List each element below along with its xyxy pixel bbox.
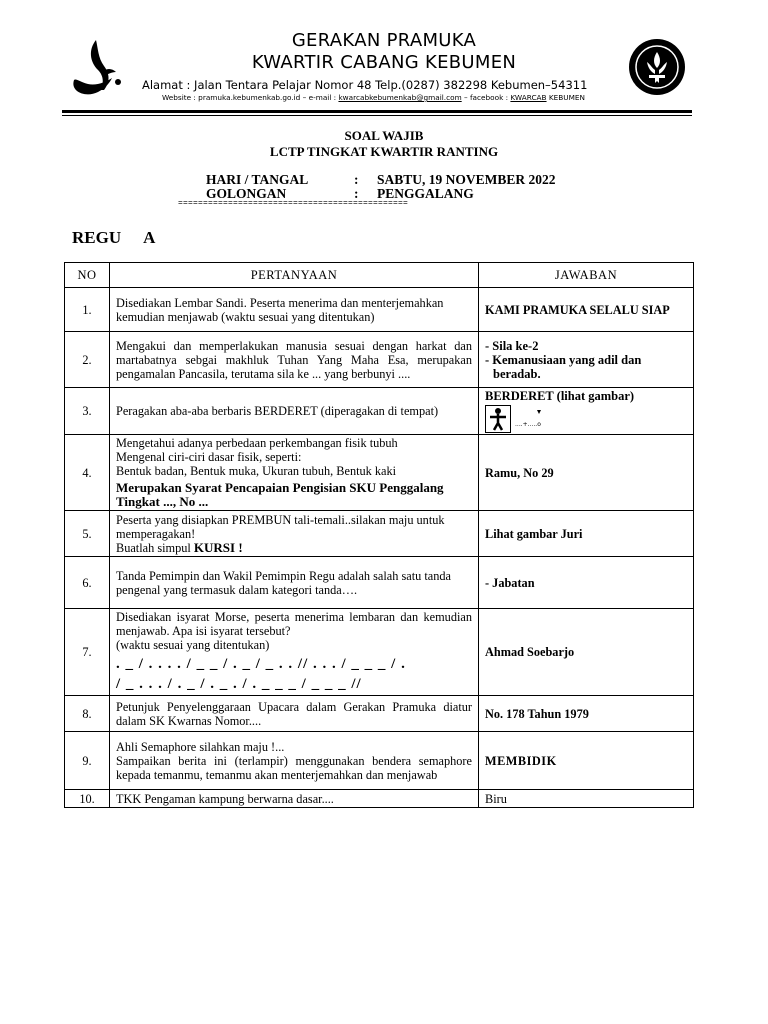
question-line: Mengetahui adanya perbedaan perkembangan fisik tubuh	[116, 436, 398, 450]
answer-text: BERDERET (lihat gambar)	[485, 389, 635, 403]
table-row	[65, 790, 694, 808]
answer-line: - Sila ke-2	[485, 338, 539, 353]
question-cell: Disediakan Lembar Sandi. Peserta menerima dan menterjemahkan kemudian menjawab (waktu sesuai yang ditentukan)	[110, 288, 479, 332]
table-row	[65, 288, 694, 332]
row-number: 7.	[65, 609, 110, 696]
answer-line: - Kemanusiaan yang adil dan	[485, 352, 642, 367]
facebook-suffix: KEBUMEN	[546, 93, 585, 102]
question-cell	[110, 511, 479, 557]
group-label: GOLONGAN	[206, 186, 287, 201]
question-emphasis: KURSI !	[193, 539, 243, 555]
answer-line: beradab.	[493, 366, 541, 381]
question-line: (waktu sesuai yang ditentukan)	[116, 638, 270, 652]
morse-code-line: / _ . . . / . _ / . _ . / . _ _ _ / _ _ _ //	[116, 676, 362, 692]
email-link[interactable]: kwarcabkebumenkab@gmail.com	[338, 93, 462, 102]
website-text: Website : pramuka.kebumenkab.go.id – e-mail :	[162, 93, 339, 102]
org-address: Alamat : Jalan Tentara Pelajar Nomor 48 Telp.(0287) 382298 Kebumen–54311	[142, 78, 588, 92]
answer-cell: - Jabatan	[479, 557, 694, 609]
org-name-line2: KWARTIR CABANG KEBUMEN	[251, 52, 517, 73]
table-row	[65, 732, 694, 790]
day-label: HARI / TANGAL	[206, 172, 309, 187]
facebook-link[interactable]: KWARCAB	[510, 93, 547, 102]
letterhead-rule-thick	[62, 110, 692, 113]
answer-cell: Ramu, No 29	[479, 435, 694, 511]
answer-cell: Lihat gambar Juri	[479, 511, 694, 557]
regu-label: REGU	[72, 228, 122, 247]
question-line: Ahli Semaphore silahkan maju !...	[116, 739, 285, 754]
table-row	[65, 388, 694, 435]
doc-title-line1: SOAL WAJIB	[344, 128, 424, 143]
answer-cell	[479, 332, 694, 388]
answer-cell: KAMI PRAMUKA SELALU SIAP	[479, 288, 694, 332]
question-line: Sampaikan berita ini (terlampir) menggunakan bendera semaphore kepada temanmu, temanmu akan menterjemahkan dan menjawab	[116, 753, 472, 782]
row-number: 2.	[65, 332, 110, 388]
table-row	[65, 609, 694, 696]
header-no: NO	[65, 263, 110, 288]
answer-cell: No. 178 Tahun 1979	[479, 696, 694, 732]
answer-cell: Biru	[479, 790, 694, 808]
question-cell: Peragakan aba-aba berbaris BERDERET (diperagakan di tempat)	[110, 388, 479, 435]
question-line: Peserta yang disiapkan PREMBUN tali-temali..silakan maju untuk memperagakan!	[116, 512, 445, 541]
group-value: PENGGALANG	[377, 186, 474, 201]
answer-figure	[485, 405, 687, 433]
formation-diagram-image	[515, 406, 551, 432]
question-line: Bentuk badan, Bentuk muka, Ukuran tubuh, Bentuk kaki	[116, 464, 397, 478]
row-number: 3.	[65, 388, 110, 435]
morse-code-line: . _ / . . . . / _ _ / . _ / _ . . // . . . / _ _ _ / .	[116, 656, 406, 672]
row-number: 6.	[65, 557, 110, 609]
table-row	[65, 332, 694, 388]
question-table	[64, 262, 694, 808]
header-answer: JAWABAN	[479, 263, 694, 288]
org-name-line1: GERAKAN PRAMUKA	[291, 30, 477, 51]
question-cell	[110, 732, 479, 790]
table-row	[65, 435, 694, 511]
answer-cell: Ahmad Soebarjo	[479, 609, 694, 696]
doc-title-line2: LCTP TINGKAT KWARTIR RANTING	[269, 144, 499, 159]
row-number: 9.	[65, 732, 110, 790]
marching-figure-image	[485, 405, 511, 433]
row-number: 10.	[65, 790, 110, 808]
question-cell: Petunjuk Penyelenggaraan Upacara dalam Gerakan Pramuka diatur dalam SK Kwarnas Nomor....	[110, 696, 479, 732]
answer-cell	[479, 388, 694, 435]
table-row	[65, 557, 694, 609]
regu-value: A	[143, 228, 156, 247]
day-colon: :	[354, 172, 359, 187]
group-colon: :	[354, 186, 359, 201]
question-line: Mengenal ciri-ciri dasar fisik, seperti:	[116, 450, 302, 464]
question-line	[116, 541, 472, 555]
header-question: PERTANYAAN	[110, 263, 479, 288]
row-number: 4.	[65, 435, 110, 511]
svg-text:....+.....o: ....+.....o	[515, 421, 541, 428]
letterhead-rule-thin	[62, 115, 692, 116]
question-line: Disediakan isyarat Morse, peserta menerima lembaran dan kemudian menjawab. Apa isi isyarat tersebut?	[116, 610, 472, 638]
row-number: 5.	[65, 511, 110, 557]
separator-line: ==============================================	[178, 199, 409, 208]
question-text: Buatlah simpul	[116, 540, 194, 555]
table-row	[65, 696, 694, 732]
question-cell: TKK Pengaman kampung berwarna dasar....	[110, 790, 479, 808]
row-number: 1.	[65, 288, 110, 332]
table-header-row	[65, 263, 694, 288]
table-row	[65, 511, 694, 557]
question-cell: Tanda Pemimpin dan Wakil Pemimpin Regu adalah salah satu tanda pengenal yang termasuk dalam kategori tanda….	[110, 557, 479, 609]
facebook-label: – facebook :	[461, 93, 511, 102]
question-cell	[110, 609, 479, 696]
regu-heading	[72, 228, 155, 248]
answer-cell: MEMBIDIK	[479, 732, 694, 790]
row-number: 8.	[65, 696, 110, 732]
question-line: Merupakan Syarat Pencapaian Pengisian SKU Penggalang Tingkat ..., No ...	[116, 480, 444, 509]
question-cell: Mengakui dan memperlakukan manusia sesuai dengan harkat dan martabatnya sebgai makhluk Tuhan Yang Maha Esa, merupakan pengamalan Pancasila, terutama sila ke ... yang berbunyi ....	[110, 332, 479, 388]
question-cell	[110, 435, 479, 511]
day-value: SABTU, 19 NOVEMBER 2022	[377, 172, 556, 187]
org-contacts	[162, 93, 585, 102]
